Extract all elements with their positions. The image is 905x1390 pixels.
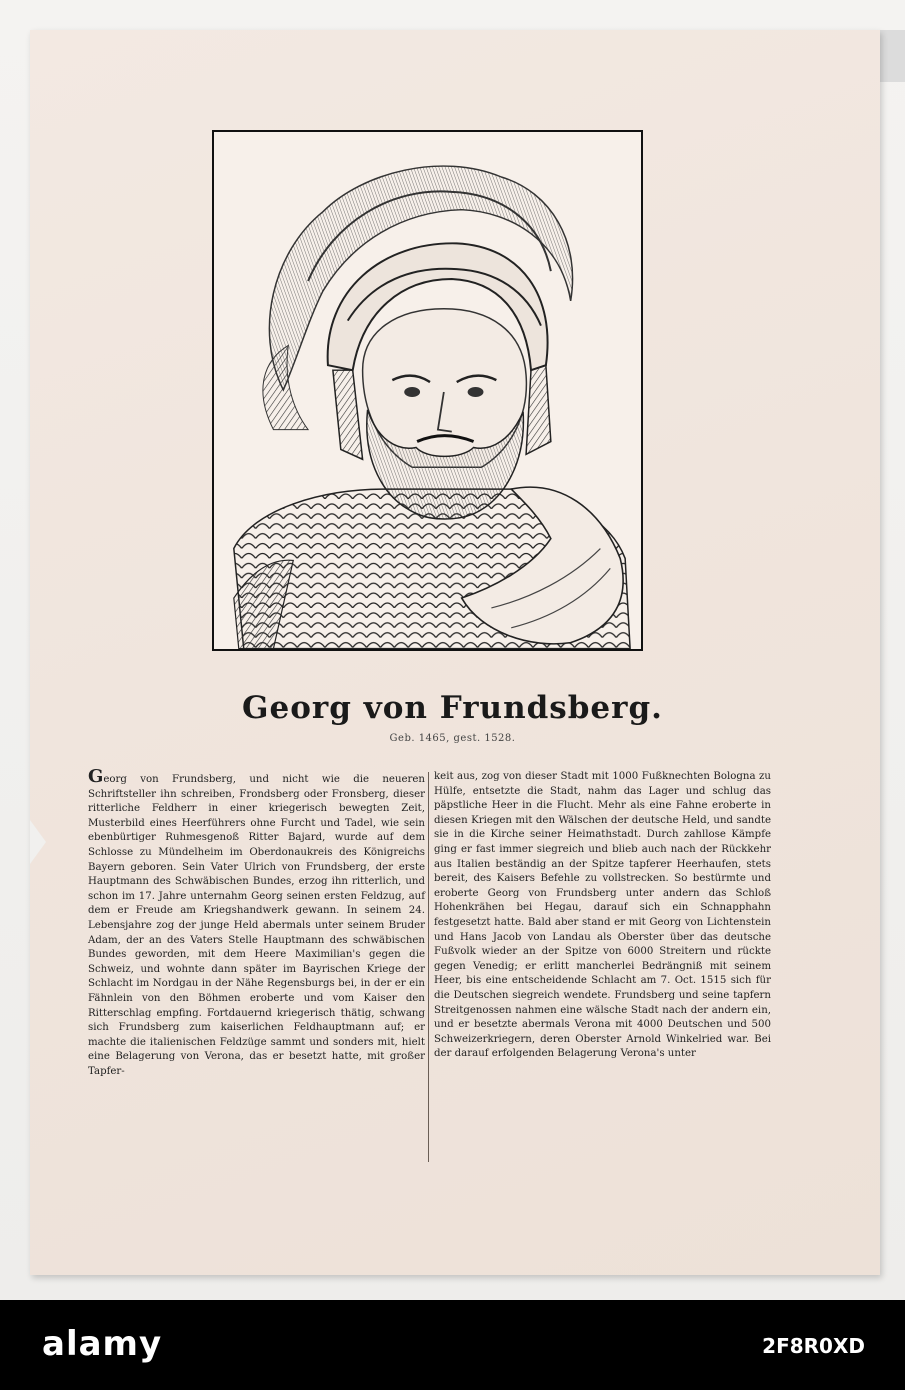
column-divider	[428, 772, 429, 1162]
watermark-image-id: 2F8R0XD	[762, 1334, 865, 1358]
text-column-left	[88, 766, 425, 1079]
article-title: Georg von Frundsberg.	[242, 690, 663, 726]
drop-cap: G	[88, 766, 104, 787]
watermark-logo	[42, 1322, 162, 1364]
article-subtitle: Geb. 1465, gest. 1528.	[389, 733, 516, 744]
column-right-text: keit aus, zog von dieser Stadt mit 1000 Fußknechten Bologna zu Hülfe, entsetzte die Stadt, nahm das Lager und schlug das päpstliche Heer in die Flucht. Mehr als eine Fahne eroberte in diesen Kriegen mit den Wälschen der deutsche Held, und sandte sie in die Kirche seiner Heimathstadt. Durch zahllose Kämpfe ging er fast immer siegreich und blieb auch nach der Rückkehr aus Italien beständig an der Spitze tapferer Heerhaufen, stets bereit, des Kaisers Befehle zu vollstrecken. So bestürmte und eroberte Georg von Frundsberg unter andern das Schloß Hohenkrähen bei Hegau, darauf sich ein Schnapphahn festgesetzt hatte. Bald aber stand er mit Georg von Lichtenstein und Hans Jacob von Landau als Oberster über das deutsche Fußvolk wieder an der Spitze von 6000 Streitern und rückte gegen Venedig; er erlitt mancherlei Bedrängniß mit seinem Heer, bis eine entscheidende Schlacht am 7. Oct. 1515 sich für die Deutschen siegreich wendete. Frundsberg und seine tapfern Streitgenossen nahmen eine wälsche Stadt nach der andern ein, und er besetzte abermals Verona mit 4000 Deutschen und 500 Schweizerkriegern, deren Oberster Arnold Winkelried war. Bei der darauf erfolgenden Belagerung Verona's unter	[434, 771, 771, 1060]
text-column-right	[434, 770, 771, 1062]
page-notch	[30, 820, 46, 864]
portrait-illustration	[214, 132, 641, 649]
watermark-logo-text: alamy	[42, 1323, 163, 1364]
column-left-text: eorg von Frundsberg, und nicht wie die neueren Schriftsteller ihn schreiben, Frondsberg oder Fronsberg, dieser ritterliche Feldherr in einer kriegerisch bewegten Zeit, Musterbild eines Heerführers ohne Furcht und Tadel, wie sein ebenbürtiger Ruhmesgenoß Ritter Bajard, wurde auf dem Schlosse zu Mündelheim im Oberdonaukreis des Königreichs Bayern geboren. Sein Vater Ulrich von Frundsberg, der erste Hauptmann des Schwäbischen Bundes, erzog ihn ritterlich, und schon im 17. Jahre unternahm Georg seinen ersten Feldzug, auf dem er Freude am Kriegshandwerk gewann. In seinem 24. Lebensjahre zog der junge Held abermals unter seinem Bruder Adam, der an des Vaters Stelle Hauptmann des schwäbischen Bundes geworden, mit dem Heere Maximilian's gegen die Schweiz, und wohnte dann später im Bayrischen Kriege der Schlacht im Nordgau in der Nähe Regensburgs bei, in der er ein Fähnlein von den Böhmen eroberte und vom Kaiser den Ritterschlag empfing. Fortdauernd kriegerisch thätig, schwang sich Frundsberg zum kaiserlichen Feldhauptmann auf; er machte die italienischen Feldzüge sammt und sonders mit, hielt eine Belagerung von Verona, das er besetzt hatte, mit großer Tapfer-	[88, 774, 425, 1077]
portrait-engraving	[212, 130, 643, 651]
